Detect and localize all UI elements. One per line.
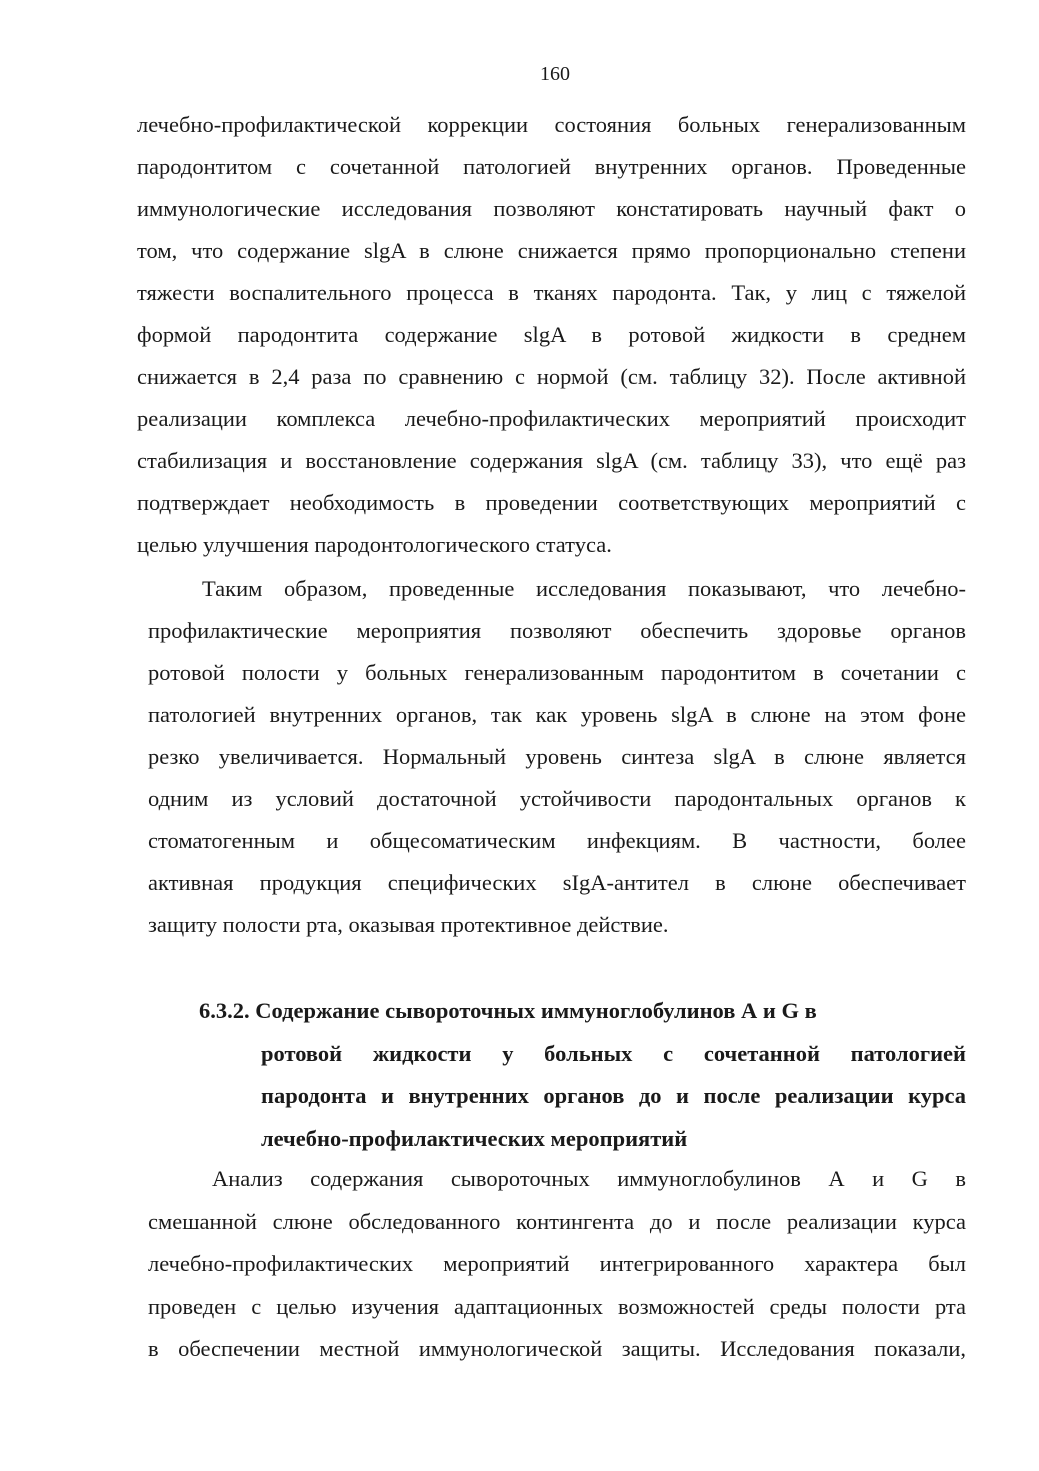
section-heading — [199, 990, 966, 1160]
heading-line: ротовой жидкости у больных с сочетанной патологией — [261, 1040, 966, 1066]
text-line: лечебно-профилактических мероприятий интегрированного характера был — [148, 1251, 966, 1276]
text-line: целью улучшения пародонтологического статуса. — [137, 532, 612, 557]
text-line: ротовой полости у больных генерализованным пародонтитом в сочетании с — [148, 660, 966, 685]
text-line: профилактические мероприятия позволяют обеспечить здоровье органов — [148, 618, 966, 643]
text-line: активная продукция специфических sIgA-антител в слюне обеспечивает — [148, 870, 966, 895]
heading-line: лечебно-профилактических мероприятий — [261, 1125, 688, 1151]
text-line: смешанной слюне обследованного контингента до и после реализации курса — [148, 1208, 966, 1234]
paragraph-continuation — [137, 104, 966, 566]
text-line: снижается в 2,4 раза по сравнению с нормой (см. таблицу 32). После активной — [137, 364, 966, 389]
heading-line: пародонта и внутренних органов до и после реализации курса — [261, 1083, 966, 1108]
text-line: Таким образом, проведенные исследования показывают, что лечебно- — [202, 576, 966, 601]
paragraph-conclusion — [148, 568, 966, 946]
text-line: проведен с целью изучения адаптационных возможностей среды полости рта — [148, 1293, 966, 1319]
heading-line: 6.3.2. Содержание сывороточных иммуноглобулинов А и G в — [199, 998, 817, 1023]
text-line: пародонтитом с сочетанной патологией внутренних органов. Проведенные — [137, 154, 966, 179]
text-line: патологией внутренних органов, так как уровень slgA в слюне на этом фоне — [148, 702, 966, 727]
text-line: реализации комплекса лечебно-профилактических мероприятий происходит — [137, 406, 966, 431]
text-line: тяжести воспалительного процесса в тканях пародонта. Так, у лиц с тяжелой — [137, 280, 966, 305]
text-line: защиту полости рта, оказывая протективное действие. — [148, 912, 669, 937]
text-line: том, что содержание slgA в слюне снижается прямо пропорционально степени — [137, 238, 966, 263]
page-number: 160 — [540, 63, 570, 85]
paragraph-analysis — [148, 1158, 966, 1371]
text-line: лечебно-профилактической коррекции состояния больных генерализованным — [137, 112, 966, 137]
text-line: стабилизация и восстановление содержания slgA (см. таблицу 33), что ещё раз — [137, 448, 966, 473]
text-line: иммунологические исследования позволяют констатировать научный факт о — [137, 196, 966, 221]
text-line: стоматогенным и общесоматическим инфекциям. В частности, более — [148, 828, 966, 853]
text-line: в обеспечении местной иммунологической защиты. Исследования показали, — [148, 1336, 966, 1361]
text-line: одним из условий достаточной устойчивости пародонтальных органов к — [148, 786, 966, 811]
text-line: Анализ содержания сывороточных иммуноглобулинов А и G в — [212, 1166, 966, 1191]
text-line: подтверждает необходимость в проведении соответствующих мероприятий с — [137, 490, 966, 515]
text-line: резко увеличивается. Нормальный уровень синтеза slgA в слюне является — [148, 744, 966, 769]
text-line: формой пародонтита содержание slgA в ротовой жидкости в среднем — [137, 322, 966, 347]
